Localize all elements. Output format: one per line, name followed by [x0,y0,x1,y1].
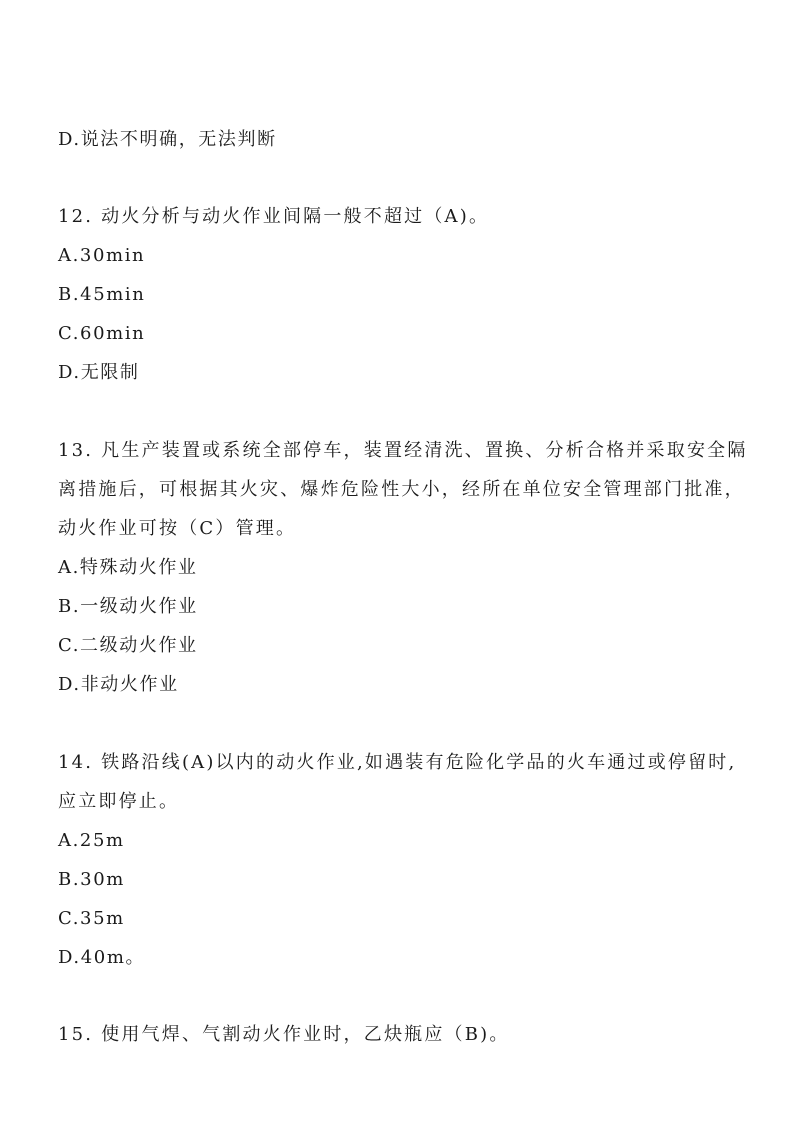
question-14-option-a: A.25m [58,830,125,851]
question-13-option-c: C.二级动火作业 [58,635,198,656]
question-14-option-d: D.40m。 [58,947,146,968]
question-13-text-line-3: 动火作业可按（C）管理。 [58,518,297,539]
question-14-option-c: C.35m [58,908,125,929]
prev-question-option-d: D.说法不明确，无法判断 [58,129,277,150]
question-13-text-line-1: 13. 凡生产装置或系统全部停车，装置经清洗、置换、分析合格并采取安全隔 [58,440,748,461]
question-15-text: 15. 使用气焊、气割动火作业时，乙炔瓶应（B)。 [58,1024,510,1045]
question-12-option-a: A.30min [58,245,146,266]
question-14-option-b: B.30m [58,869,125,890]
question-14-text-line-1: 14. 铁路沿线(A)以内的动火作业,如遇装有危险化学品的火车通过或停留时, [58,752,737,773]
question-13-text-line-2: 离措施后，可根据其火灾、爆炸危险性大小，经所在单位安全管理部门批准， [58,479,745,500]
question-14-text-line-2: 应立即停止。 [58,791,180,812]
question-12-option-d: D.无限制 [58,362,140,383]
question-13-option-b: B.一级动火作业 [58,596,198,617]
question-12-option-b: B.45min [58,284,146,305]
question-13-option-a: A.特殊动火作业 [58,557,198,578]
question-12-option-c: C.60min [58,323,146,344]
question-13-option-d: D.非动火作业 [58,674,179,695]
question-12-text: 12. 动火分析与动火作业间隔一般不超过（A)。 [58,206,490,227]
